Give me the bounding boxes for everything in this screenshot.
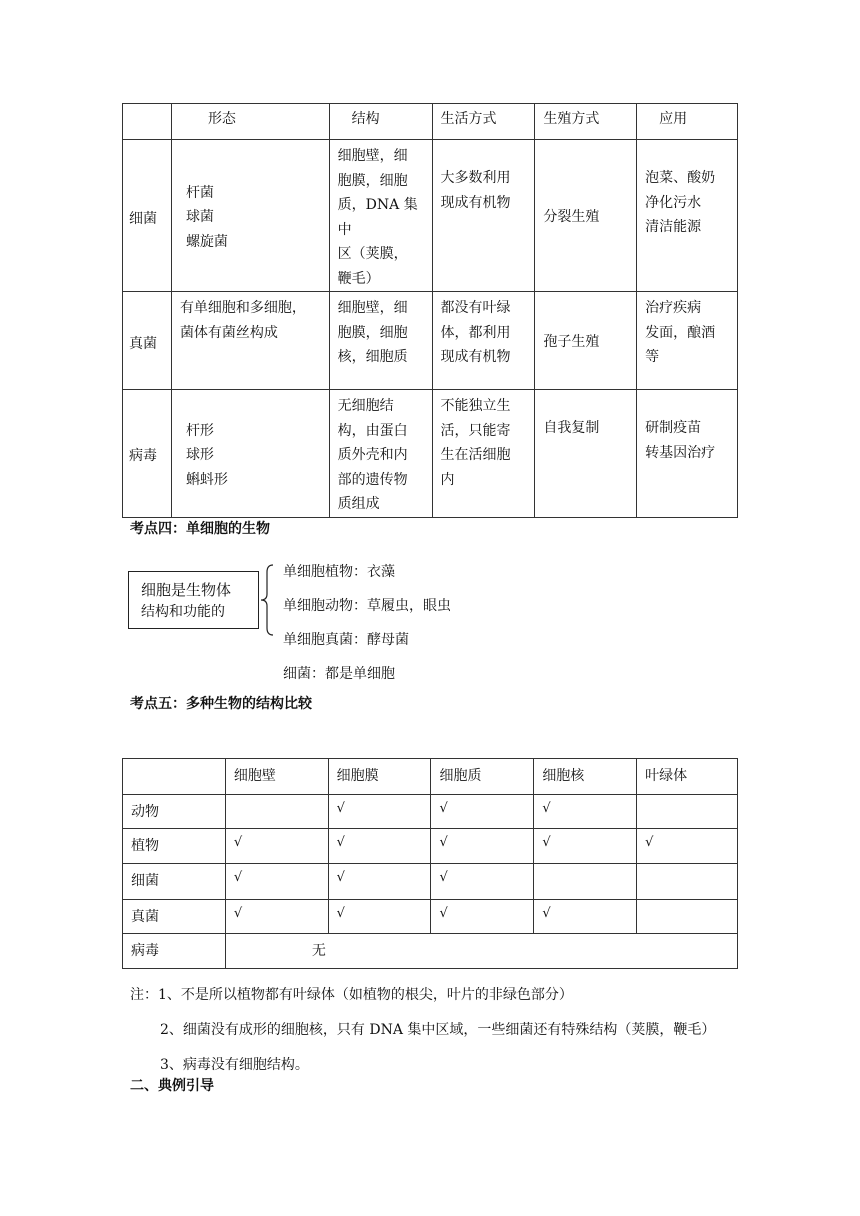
table-row bbox=[123, 292, 738, 390]
check-cell: √ bbox=[431, 900, 534, 934]
section-heading: 考点五：多种生物的结构比较 bbox=[130, 696, 312, 712]
check-cell bbox=[225, 795, 328, 829]
brace-icon bbox=[259, 564, 275, 636]
list-item: 细菌：都是单细胞 bbox=[283, 666, 395, 682]
text-line: 清洁能源 bbox=[645, 219, 702, 235]
check-cell bbox=[534, 864, 637, 900]
text-line: 鞭毛） bbox=[337, 270, 380, 287]
box-line: 结构和功能的 bbox=[141, 604, 225, 620]
table-row bbox=[123, 390, 738, 518]
text-line: 杆菌 bbox=[185, 184, 214, 201]
header-cell: 细胞壁 bbox=[225, 759, 328, 795]
text-line: 大多数利用 bbox=[440, 170, 511, 186]
check-cell: √ bbox=[328, 864, 431, 900]
life-cell bbox=[432, 140, 535, 292]
section-heading: 考点四：单细胞的生物 bbox=[130, 521, 270, 537]
text-line: 体，都利用 bbox=[440, 324, 511, 341]
text-line: 质外壳和内 bbox=[337, 447, 408, 463]
text-line: 治疗疾病 bbox=[645, 300, 702, 316]
row-name: 病毒 bbox=[123, 934, 226, 969]
text-line: 蝌蚪形 bbox=[185, 471, 228, 488]
check-cell: √ bbox=[637, 829, 738, 864]
text-line: 细胞壁，细 bbox=[337, 300, 408, 316]
check-cell bbox=[637, 795, 738, 829]
application-cell bbox=[637, 390, 738, 518]
header-cell: 应用 bbox=[637, 104, 738, 140]
check-cell: √ bbox=[534, 795, 637, 829]
virus-text: 无 bbox=[311, 943, 326, 959]
note-line: 2、细菌没有成形的细胞核，只有 DNA 集中区域，一些细菌还有特殊结构（荚膜，鞭毛） bbox=[160, 1022, 716, 1038]
text-line: 构，由蛋白 bbox=[337, 422, 408, 439]
section-heading: 二、典例引导 bbox=[130, 1078, 214, 1094]
list-item: 单细胞动物：草履虫，眼虫 bbox=[283, 598, 451, 614]
form-cell bbox=[171, 140, 329, 292]
row-name: 细菌 bbox=[123, 864, 226, 900]
text-line: 现成有机物 bbox=[440, 194, 511, 211]
box-line: 细胞是生物体 bbox=[141, 581, 232, 599]
text-line: 部的遗传物 bbox=[337, 471, 408, 488]
notes bbox=[130, 978, 760, 1083]
text-line: 内 bbox=[440, 471, 455, 488]
structure-cell bbox=[329, 292, 432, 390]
header-cell bbox=[123, 104, 172, 140]
header-cell: 结构 bbox=[329, 104, 432, 140]
text-line: 不能独立生 bbox=[440, 398, 511, 414]
text-line: 孢子生殖 bbox=[543, 334, 600, 351]
text-line: 球菌 bbox=[185, 209, 214, 226]
header-cell: 生活方式 bbox=[432, 104, 535, 140]
check-cell: √ bbox=[534, 829, 637, 864]
header-cell: 形态 bbox=[171, 104, 329, 140]
check-cell: √ bbox=[431, 829, 534, 864]
header-cell: 叶绿体 bbox=[637, 759, 738, 795]
text-line: 转基因治疗 bbox=[645, 444, 716, 461]
list-item: 单细胞真菌：酵母菌 bbox=[283, 632, 409, 648]
text-line: 研制疫苗 bbox=[645, 420, 702, 436]
note-line: 注：1、不是所以植物都有叶绿体（如植物的根尖，叶片的非绿色部分） bbox=[130, 987, 573, 1003]
table-header-row bbox=[123, 104, 738, 140]
text-line: 分裂生殖 bbox=[543, 209, 600, 226]
application-cell bbox=[637, 140, 738, 292]
text-line: 净化污水 bbox=[645, 194, 702, 211]
check-cell: √ bbox=[431, 864, 534, 900]
concept-box bbox=[128, 571, 259, 629]
structure-cell bbox=[329, 390, 432, 518]
check-cell: √ bbox=[328, 829, 431, 864]
application-cell bbox=[637, 292, 738, 390]
header-cell: 细胞质 bbox=[431, 759, 534, 795]
check-cell: √ bbox=[431, 795, 534, 829]
table-row bbox=[123, 829, 738, 864]
text-line: 胞膜，细胞 bbox=[337, 324, 408, 341]
text-line: 无细胞结 bbox=[337, 398, 394, 414]
text-line: 螺旋菌 bbox=[185, 233, 228, 250]
text-line: 现成有机物 bbox=[440, 349, 511, 365]
row-name: 植物 bbox=[123, 829, 226, 864]
header-cell: 细胞膜 bbox=[328, 759, 431, 795]
row-name: 动物 bbox=[123, 795, 226, 829]
row-name: 真菌 bbox=[123, 900, 226, 934]
form-cell bbox=[171, 292, 329, 390]
table-row bbox=[123, 900, 738, 934]
text-line: 都没有叶绿 bbox=[440, 300, 511, 316]
text-line: 核，细胞质 bbox=[337, 349, 408, 365]
single-cell-list bbox=[283, 555, 451, 691]
text-line: 杆形 bbox=[185, 422, 214, 439]
check-cell: √ bbox=[328, 900, 431, 934]
text-line: 活，只能寄 bbox=[440, 422, 511, 439]
check-cell bbox=[637, 864, 738, 900]
life-cell bbox=[432, 390, 535, 518]
check-cell: √ bbox=[225, 829, 328, 864]
life-cell bbox=[432, 292, 535, 390]
check-cell: √ bbox=[328, 795, 431, 829]
check-cell: √ bbox=[225, 864, 328, 900]
text-line: 胞膜，细胞 bbox=[337, 172, 408, 189]
text-line: 自我复制 bbox=[543, 420, 600, 436]
reproduction-cell bbox=[535, 390, 637, 518]
text-line: 等 bbox=[645, 349, 660, 365]
row-name: 病毒 bbox=[123, 390, 172, 518]
table-row bbox=[123, 864, 738, 900]
header-cell bbox=[123, 759, 226, 795]
structure-comparison-table bbox=[122, 758, 738, 969]
list-item: 单细胞植物：衣藻 bbox=[283, 564, 395, 580]
text-line: 发面，酿酒 bbox=[645, 324, 716, 341]
text-line: 细胞壁，细 bbox=[337, 148, 408, 164]
row-name: 真菌 bbox=[123, 292, 172, 390]
text-line: 菌体有菌丝构成 bbox=[179, 324, 278, 341]
text-line: 质，DNA 集中 bbox=[337, 197, 418, 238]
structure-cell bbox=[329, 140, 432, 292]
row-name: 细菌 bbox=[123, 140, 172, 292]
text-line: 区（荚膜， bbox=[337, 246, 408, 262]
check-cell: √ bbox=[534, 900, 637, 934]
text-line: 泡菜、酸奶 bbox=[645, 170, 716, 186]
header-cell: 生殖方式 bbox=[535, 104, 637, 140]
header-cell: 细胞核 bbox=[534, 759, 637, 795]
table-header-row bbox=[123, 759, 738, 795]
reproduction-cell bbox=[535, 292, 637, 390]
text-line: 生在活细胞 bbox=[440, 447, 511, 463]
check-cell: √ bbox=[225, 900, 328, 934]
table-row bbox=[123, 795, 738, 829]
reproduction-cell bbox=[535, 140, 637, 292]
table-row bbox=[123, 140, 738, 292]
text-line: 球形 bbox=[185, 447, 214, 463]
check-cell bbox=[637, 900, 738, 934]
form-cell bbox=[171, 390, 329, 518]
microbe-comparison-table bbox=[122, 103, 738, 518]
text-line: 有单细胞和多细胞， bbox=[179, 300, 306, 316]
text-line: 质组成 bbox=[337, 496, 380, 512]
virus-cell bbox=[225, 934, 737, 969]
table-row bbox=[123, 934, 738, 969]
note-line: 3、病毒没有细胞结构。 bbox=[160, 1057, 309, 1073]
